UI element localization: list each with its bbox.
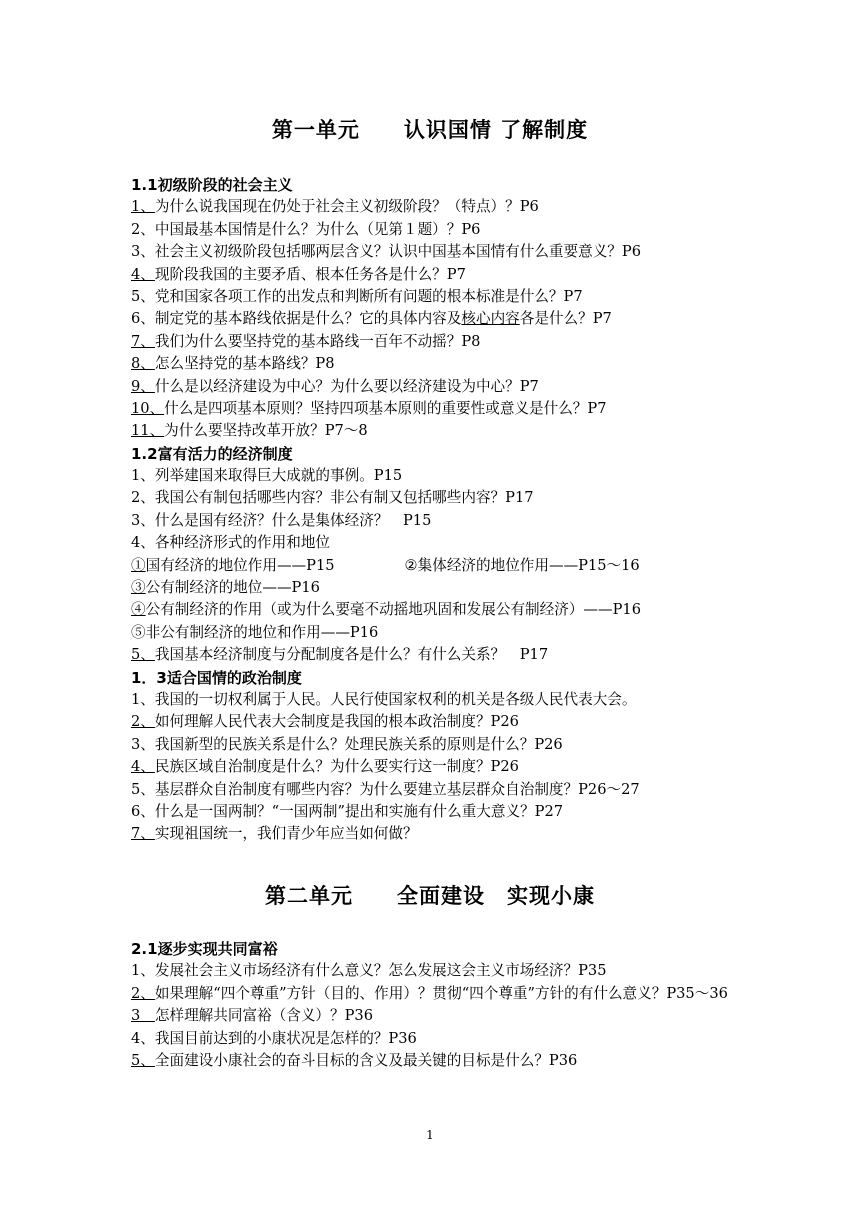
item-number: 10、 xyxy=(131,399,165,417)
item-text: 全面建设小康社会的奋斗目标的含义及最关键的目标是什么？P36 xyxy=(154,1051,578,1069)
sub-item-text: 公有制经济的地位——P16 xyxy=(145,579,320,597)
list-item xyxy=(131,487,790,509)
sub-item-text: 非公有制经济的地位和作用——P16 xyxy=(145,623,379,641)
item-number: 9、 xyxy=(131,377,155,395)
item-text: 为什么要坚持改革开放？P7～8 xyxy=(164,422,368,440)
item-number: 4、 xyxy=(131,758,155,776)
item-text: 我国公有制包括哪些内容？非公有制又包括哪些内容？P17 xyxy=(154,489,534,507)
list-item xyxy=(131,644,790,666)
item-number: 1、 xyxy=(131,690,155,708)
item-number: 3 xyxy=(131,1007,155,1025)
list-item xyxy=(131,308,790,330)
item-number: 7、 xyxy=(131,332,155,350)
item-text: 什么是四项基本原则？坚持四项基本原则的重要性或意义是什么？P7 xyxy=(164,399,607,417)
item-text: 如果理解“四个尊重”方针（目的、作用）？贯彻“四个尊重”方针的有什么意义？P35～36 xyxy=(154,984,728,1002)
sub-item-row xyxy=(131,555,790,577)
list-item xyxy=(131,960,790,982)
item-text: 什么是以经济建设为中心？为什么要以经济建设为中心？P7 xyxy=(154,377,539,395)
list-item xyxy=(131,689,790,711)
item-text: 现阶段我国的主要矛盾、根本任务各是什么？P7 xyxy=(154,265,466,283)
unit-2-title: 第二单元 全面建设 实现小康 xyxy=(265,884,595,908)
list-item xyxy=(131,264,790,286)
item-text: 怎么坚持党的基本路线？P8 xyxy=(154,355,335,373)
item-number: 6、 xyxy=(131,802,155,820)
item-number: 3、 xyxy=(131,511,155,529)
item-text: 怎样理解共同富裕（含义）？P36 xyxy=(154,1007,373,1025)
list-item xyxy=(131,1005,790,1027)
sub-item-mark: ① xyxy=(131,556,146,574)
item-text: 基层群众自治制度有哪些内容？为什么要建立基层群众自治制度？P26～27 xyxy=(154,780,640,798)
item-text: 党和国家各项工作的出发点和判断所有问题的根本标准是什么？P7 xyxy=(154,287,583,305)
sub-item-mark: ② xyxy=(404,556,418,574)
list-item xyxy=(131,983,790,1005)
item-text: 实现祖国统一，我们青少年应当如何做？ xyxy=(154,825,418,843)
list-item xyxy=(131,353,790,375)
item-text: 什么是一国两制？“一国两制”提出和实施有什么重大意义？P27 xyxy=(154,802,564,820)
item-text: 什么是国有经济？什么是集体经济？ P15 xyxy=(154,511,432,529)
list-item xyxy=(131,420,790,442)
sub-item-text: 集体经济的地位作用——P15～16 xyxy=(417,556,640,574)
item-text: 制定党的基本路线依据是什么？它的具体内容及 xyxy=(154,310,462,328)
list-item xyxy=(131,823,790,845)
item-text: 我国基本经济制度与分配制度各是什么？有什么关系？ P17 xyxy=(154,646,549,664)
unit-1-title: 第一单元 认识国情 了解制度 xyxy=(271,118,589,142)
item-text: 社会主义初级阶段包括哪两层含义？认识中国基本国情有什么重要意义？P6 xyxy=(154,243,641,261)
item-text: 各是什么？P7 xyxy=(519,310,612,328)
item-text: 我们为什么要坚持党的基本路线一百年不动摇？P8 xyxy=(154,332,481,350)
item-text: 列举建国来取得巨大成就的事例。P15 xyxy=(154,467,403,485)
list-item xyxy=(131,734,790,756)
item-number: 3、 xyxy=(131,243,155,261)
sub-item-text: 国有经济的地位作用——P15 xyxy=(145,556,335,574)
item-number: 5、 xyxy=(131,287,155,305)
list-item xyxy=(131,1050,790,1072)
list-item xyxy=(131,756,790,778)
list-item xyxy=(131,779,790,801)
list-item xyxy=(131,241,790,263)
item-text: 中国最基本国情是什么？为什么（见第１题）？P6 xyxy=(154,220,481,238)
item-number: 7、 xyxy=(131,825,155,843)
item-number: 6、 xyxy=(131,310,155,328)
list-item xyxy=(131,711,790,733)
section-title: 1.1初级阶段的社会主义 xyxy=(131,176,293,194)
list-item xyxy=(131,219,790,241)
section-2-1 xyxy=(131,938,790,1072)
sub-item-mark: ③ xyxy=(131,579,146,597)
sub-item-row xyxy=(131,622,790,644)
list-item xyxy=(131,286,790,308)
sub-item-mark: ⑤ xyxy=(131,623,146,641)
item-number: 4、 xyxy=(131,534,155,552)
item-number: 5、 xyxy=(131,1051,155,1069)
item-number: 11、 xyxy=(131,422,165,440)
list-item xyxy=(131,376,790,398)
list-item xyxy=(131,1028,790,1050)
item-text: 民族区域自治制度是什么？为什么要实行这一制度？P26 xyxy=(154,758,519,776)
item-number: 2、 xyxy=(131,220,155,238)
item-number: 1、 xyxy=(131,198,155,216)
sub-item-text: 公有制经济的作用（或为什么要毫不动摇地巩固和发展公有制经济）——P16 xyxy=(145,601,642,619)
item-number: 4、 xyxy=(131,265,155,283)
item-number: 1、 xyxy=(131,467,155,485)
item-number: 5、 xyxy=(131,780,155,798)
item-text: 发展社会主义市场经济有什么意义？怎么发展这会主义市场经济？P35 xyxy=(154,962,607,980)
section-title: 2.1逐步实现共同富裕 xyxy=(131,940,278,958)
list-item xyxy=(131,510,790,532)
list-item xyxy=(131,331,790,353)
item-number: 4、 xyxy=(131,1029,155,1047)
section-title: 1．3适合国情的政治制度 xyxy=(131,668,302,687)
sub-item-row xyxy=(131,599,790,621)
sub-item-mark: ④ xyxy=(131,601,146,619)
item-text: 我国新型的民族关系是什么？处理民族关系的原则是什么？P26 xyxy=(154,735,563,753)
item-text: 各种经济形式的作用和地位 xyxy=(154,534,331,552)
item-text: 为什么说我国现在仍处于社会主义初级阶段？（特点）？P6 xyxy=(154,198,539,216)
list-item xyxy=(131,196,790,218)
item-number: 1、 xyxy=(131,962,155,980)
list-item xyxy=(131,532,790,554)
item-text: 我国的一切权利属于人民。人民行使国家权利的机关是各级人民代表大会。 xyxy=(154,690,637,708)
item-number: 2、 xyxy=(131,984,155,1002)
item-number: 2、 xyxy=(131,713,155,731)
page-number: 1 xyxy=(426,1128,434,1142)
section-title: 1.2富有活力的经济制度 xyxy=(131,444,293,463)
item-number: 8、 xyxy=(131,355,155,373)
list-item xyxy=(131,465,790,487)
item-text-underlined: 核心内容 xyxy=(461,310,520,328)
item-number: 3、 xyxy=(131,735,155,753)
section-1-1 xyxy=(131,174,790,846)
item-text: 我国目前达到的小康状况是怎样的？P36 xyxy=(154,1029,417,1047)
list-item xyxy=(131,801,790,823)
sub-item-row xyxy=(131,577,790,599)
list-item xyxy=(131,398,790,420)
item-text: 如何理解人民代表大会制度是我国的根本政治制度？P26 xyxy=(154,713,519,731)
item-number: 2、 xyxy=(131,489,155,507)
item-number: 5、 xyxy=(131,646,155,664)
